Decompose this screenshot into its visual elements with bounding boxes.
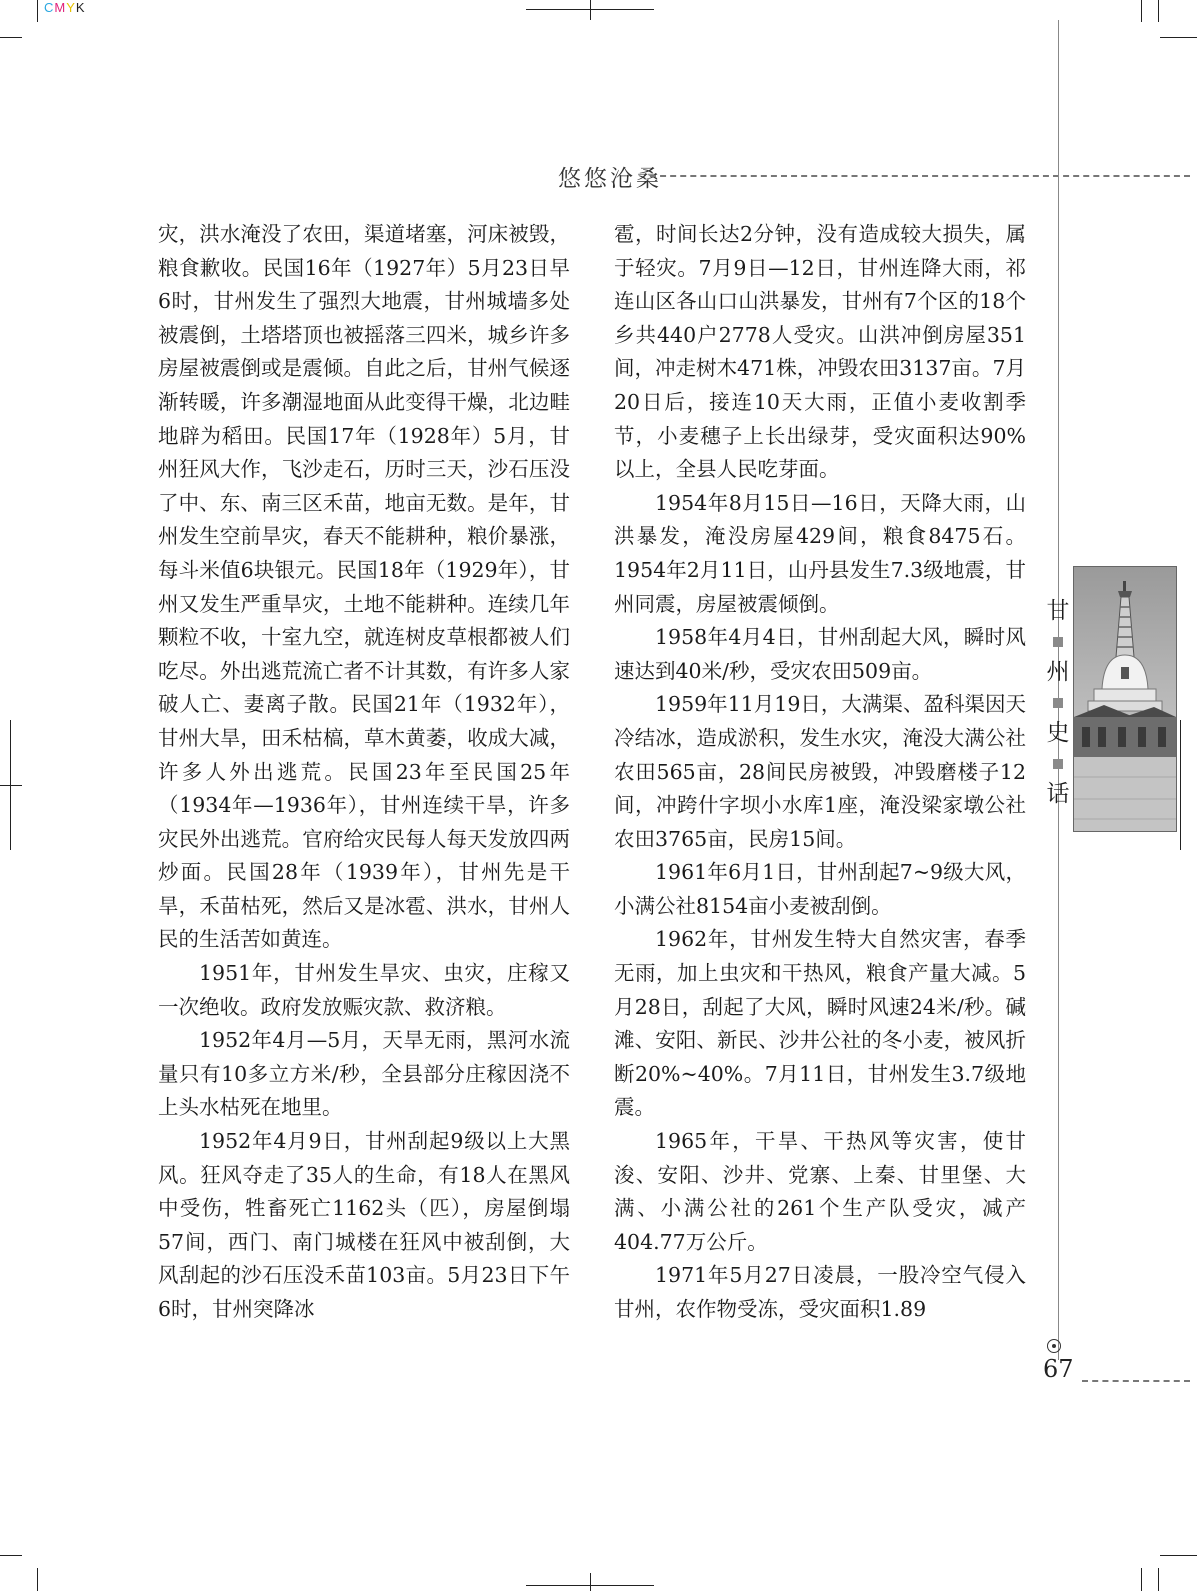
crop-mark [1141, 0, 1142, 22]
side-tab-char: 州 [1046, 659, 1070, 685]
crop-mark [0, 1555, 22, 1556]
page-number-ornament-icon [1047, 1339, 1061, 1353]
square-bullet-icon [1053, 698, 1063, 708]
paragraph: 灾，洪水淹没了农田，渠道堵塞，河床被毁，粮食歉收。民国16年（1927年）5月23日早6时，甘州发生了强烈大地震，甘州城墙多处被震倒，土塔塔顶也被摇落三四米，城乡许多房屋被震倒或是震倾。自此之后，甘州气候逐渐转暖，许多潮湿地面从此变得干燥，北边畦地辟为稻田。民国17年（1928年）5月，甘州狂风大作，飞沙走石，历时三天，沙石压没了中、东、南三区禾苗，地亩无数。是年，甘州发生空前旱灾，春天不能耕种，粮价暴涨，每斗米值6块银元。民国18年（1929年），甘州又发生严重旱灾，土地不能耕种。连续几年颗粒不收，十室九空，就连树皮草根都被人们吃尽。外出逃荒流亡者不计其数，有许多人家破人亡、妻离子散。民国21年（1932年），甘州大旱，田禾枯槁，草木黄萎，收成大减，许多人外出逃荒。民国23年至民国25年（1934年—1936年），甘州连续干旱，许多灾民外出逃荒。官府给灾民每人每天发放四两炒面。民国28年（1939年），甘州先是干旱，禾苗枯死，然后又是冰雹、洪水，甘州人民的生活苦如黄连。 [158, 222, 570, 952]
cmyk-m: M [54, 0, 67, 15]
paragraph: 1954年8月15日—16日，天降大雨，山洪暴发，淹没房屋429间，粮食8475石。1954年2月11日，山丹县发生7.3级地震，甘州同震，房屋被震倾倒。 [614, 490, 1026, 616]
paragraph: 1959年11月19日，大满渠、盈科渠因天冷结冰，造成淤积，发生水灾，淹没大满公社农田565亩，28间民房被毁，冲毁磨楼子12间，冲跨什字坝小水库1座，淹没梁家墩公社农田3765亩，民房15间。 [614, 692, 1026, 851]
side-tab-char: 话 [1046, 781, 1070, 807]
side-tab-label [1045, 596, 1071, 810]
side-tab-char: 史 [1046, 720, 1070, 746]
running-header: 悠悠沧桑 [558, 166, 662, 192]
crop-mark [37, 0, 38, 22]
crop-mark [1180, 720, 1181, 850]
paragraph: 1961年6月1日，甘州刮起7~9级大风，小满公社8154亩小麦被刮倒。 [614, 860, 1026, 918]
pagoda-photo [1073, 566, 1177, 832]
crop-mark [1158, 0, 1159, 22]
square-bullet-icon [1053, 637, 1063, 647]
side-tab-char: 甘 [1046, 598, 1070, 624]
crop-mark [0, 785, 22, 786]
header-dashed-rule [650, 175, 1190, 177]
crop-mark [37, 1568, 38, 1591]
right-column [614, 218, 1026, 1327]
paragraph: 1962年，甘州发生特大自然灾害，春季无雨，加上虫灾和干热风，粮食产量大减。5月28日，刮起了大风，瞬时风速24米/秒。碱滩、安阳、新民、沙井公社的冬小麦，被风折断20%~40%。7月11日，甘州发生3.7级地震。 [614, 927, 1026, 1120]
crop-mark [0, 37, 22, 38]
page-number: 67 [1043, 1355, 1074, 1383]
paragraph: 1951年，甘州发生旱灾、虫灾，庄稼又一次绝收。政府发放赈灾款、救济粮。 [158, 961, 570, 1019]
cmyk-marks [44, 0, 86, 15]
crop-mark [1160, 1555, 1197, 1556]
crop-mark [1158, 1568, 1159, 1591]
left-column [158, 218, 570, 1327]
crop-mark [1160, 37, 1197, 38]
cmyk-k: K [75, 0, 86, 15]
cmyk-c: C [44, 0, 55, 15]
paragraph: 1971年5月27日凌晨，一股冷空气侵入甘州，农作物受冻，受灾面积1.89 [614, 1263, 1026, 1321]
paragraph: 雹，时间长达2分钟，没有造成较大损失，属于轻灾。7月9日—12日，甘州连降大雨，祁连山区各山口山洪暴发，甘州有7个区的18个乡共440户2778人受灾。山洪冲倒房屋351间，冲走树木471株，冲毁农田3137亩。7月20日后，接连10天大雨，正值小麦收割季节，小麦穗子上长出绿芽，受灾面积达90%以上，全县人民吃芽面。 [614, 222, 1026, 482]
paragraph: 1952年4月9日，甘州刮起9级以上大黑风。狂风夺走了35人的生命，有18人在黑风中受伤，牲畜死亡1162头（匹），房屋倒塌57间，西门、南门城楼在狂风中被刮倒，大风刮起的沙石压没禾苗103亩。5月23日下午6时，甘州突降冰 [158, 1129, 570, 1321]
crop-mark [1141, 1568, 1142, 1591]
paragraph: 1958年4月4日，甘州刮起大风，瞬时风速达到40米/秒，受灾农田509亩。 [614, 625, 1026, 683]
cmyk-y: Y [66, 0, 76, 15]
footer-dashed-rule [1082, 1380, 1190, 1382]
square-bullet-icon [1053, 759, 1063, 769]
paragraph: 1965年，干旱、干热风等灾害，使甘浚、安阳、沙井、党寨、上秦、甘里堡、大满、小满公社的261个生产队受灾，减产404.77万公斤。 [614, 1129, 1026, 1254]
paragraph: 1952年4月—5月，天旱无雨，黑河水流量只有10多立方米/秒，全县部分庄稼因浇不上头水枯死在地里。 [158, 1028, 570, 1120]
crop-mark [590, 1573, 591, 1591]
crop-mark [590, 0, 591, 20]
